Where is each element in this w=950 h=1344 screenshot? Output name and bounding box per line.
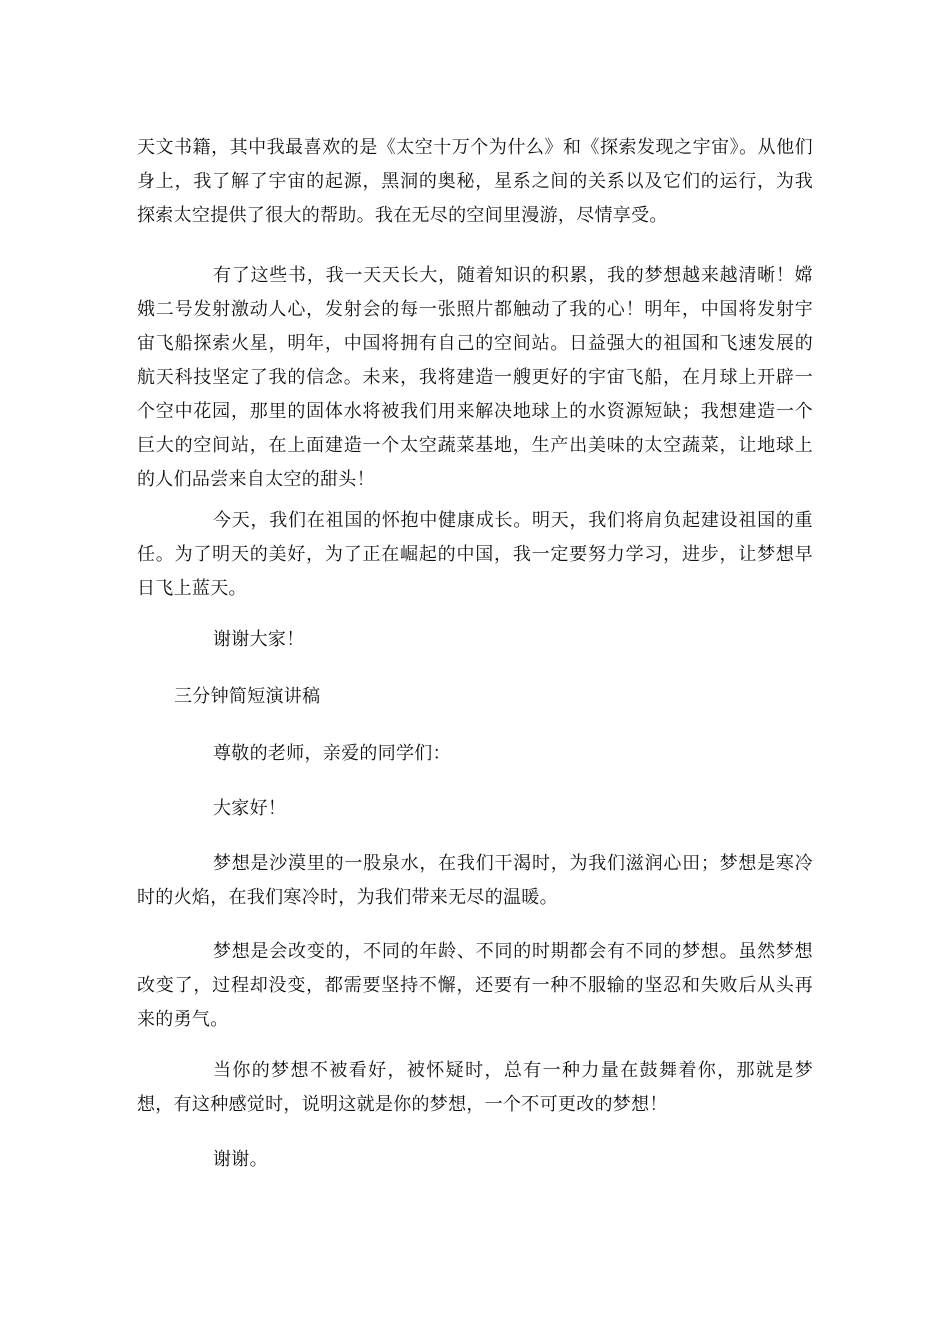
thanks-everyone: 谢谢大家！: [213, 629, 305, 650]
paragraph-dream-changes: 梦想是会改变的，不同的年龄、不同的时期都会有不同的梦想。虽然梦想改变了，过程却没变，都需要坚持不懈，还要有一种不服输的坚忍和失败后从头再来的勇气。: [137, 941, 813, 1030]
paragraph-today-tomorrow: 今天，我们在祖国的怀抱中健康成长。明天，我们将肩负起建设祖国的重任。为了明天的美好，为了正在崛起的中国，我一定要努力学习，进步，让梦想早日飞上蓝天。: [137, 510, 813, 599]
greeting-salutation: 尊敬的老师，亲爱的同学们：: [213, 743, 451, 764]
greeting-hello: 大家好！: [213, 798, 287, 819]
section-heading: 三分钟简短演讲稿: [174, 686, 321, 707]
paragraph-dream-power: 当你的梦想不被看好，被怀疑时，总有一种力量在鼓舞着你，那就是梦想，有这种感觉时，说明这就是你的梦想，一个不可更改的梦想！: [137, 1060, 813, 1115]
paragraph-dream-clearer: 有了这些书，我一天天长大，随着知识的积累，我的梦想越来越清晰！嫦娥二号发射激动人心，发射会的每一张照片都触动了我的心！明年，中国将发射宇宙飞船探索火星，明年，中国将拥有自己的空间站。日益强大的祖国和飞速发展的航天科技坚定了我的信念。未来，我将建造一艘更好的宇宙飞船，在月球上开辟一个空中花园，那里的固体水将被我们用来解决地球上的水资源短缺；我想建造一个巨大的空间站，在上面建造一个太空蔬菜基地，生产出美味的太空蔬菜，让地球上的人们品尝来自太空的甜头！: [137, 265, 813, 490]
paragraph-astronomy-books: 天文书籍，其中我最喜欢的是《太空十万个为什么》和《探索发现之宇宙》。从他们身上，我了解了宇宙的起源，黑洞的奥秘，星系之间的关系以及它们的运行，为我探索太空提供了很大的帮助。我在无尽的空间里漫游，尽情享受。: [137, 137, 813, 226]
paragraph-dream-spring: 梦想是沙漠里的一股泉水，在我们干渴时，为我们滋润心田；梦想是寒冷时的火焰，在我们寒冷时，为我们带来无尽的温暖。: [137, 853, 813, 908]
closing-thanks: 谢谢。: [213, 1149, 268, 1170]
